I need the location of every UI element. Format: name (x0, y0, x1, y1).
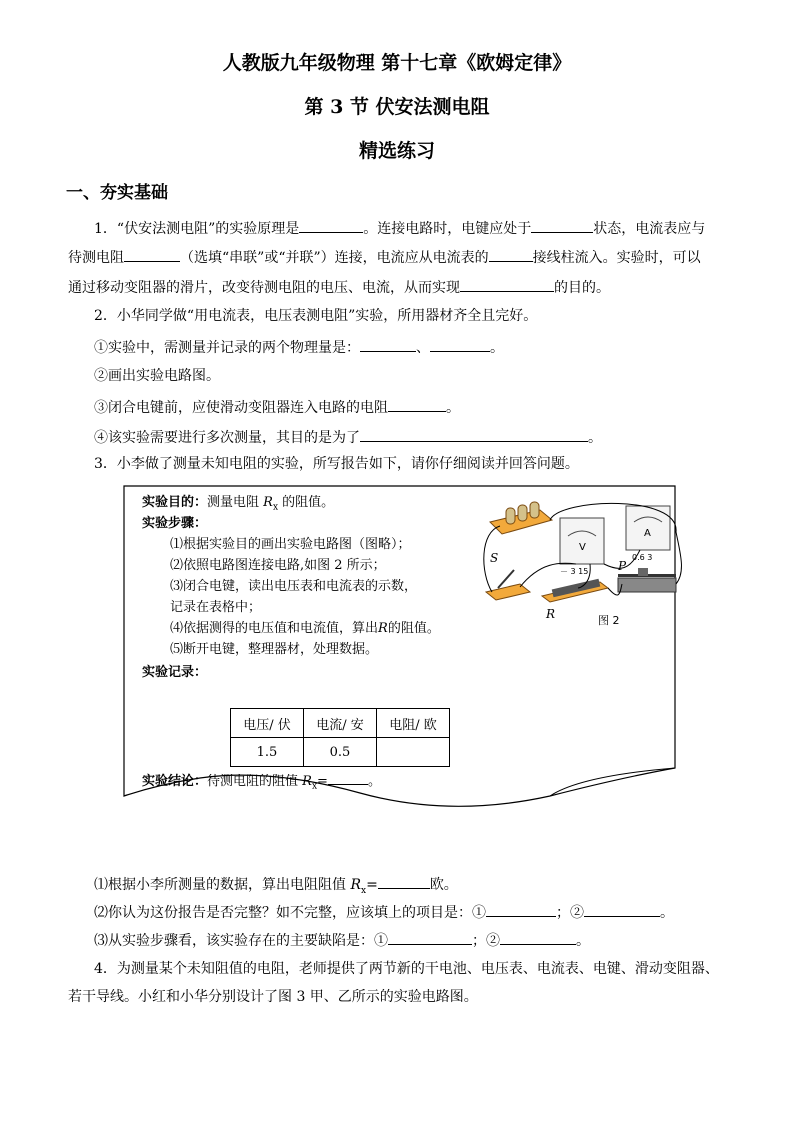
blank[interactable] (430, 337, 490, 352)
resistor-icon (542, 579, 608, 602)
ammeter-terminals: 0.6 3 (632, 553, 653, 562)
report-step4: ⑷依据测得的电压值和电流值，算出R的阻值。 (170, 621, 440, 636)
voltmeter-icon (560, 518, 604, 576)
table-cell: 0.5 (304, 738, 377, 767)
ammeter-icon (626, 506, 670, 562)
blank[interactable] (388, 397, 446, 412)
blank[interactable] (378, 874, 430, 889)
blank[interactable] (328, 772, 368, 785)
blank[interactable] (531, 218, 593, 233)
blank[interactable] (500, 930, 576, 945)
q1-line2: 待测电阻 （选填“串联”或“并联”）连接，电流应从电流表的 接线柱流入。实验时，可以 (68, 247, 701, 267)
report-step3a: ⑶闭合电键，读出电压表和电流表的示数， (170, 579, 418, 594)
q2-sub2: ②画出实验电路图。 (94, 368, 220, 384)
label-R: R (546, 607, 556, 621)
label-P: P (618, 559, 627, 573)
record-table (230, 708, 450, 767)
lab-report-box (120, 478, 680, 813)
blank[interactable] (486, 902, 556, 917)
blank[interactable] (584, 902, 660, 917)
switch-icon (486, 570, 530, 600)
report-step1: ⑴根据实验目的画出实验电路图（图略）； (170, 537, 411, 552)
blank[interactable] (489, 247, 533, 262)
report-conclusion: 实验结论：待测电阻的阻值 $R_x=$ 。 (142, 774, 381, 792)
blank[interactable] (299, 218, 363, 233)
q4-line1: 4．为测量某个未知阻值的电阻，老师提供了两节新的干电池、电压表、电流表、电键、滑动变阻器、 (94, 961, 719, 977)
battery-icon (490, 502, 552, 534)
q2-sub3: ③闭合电键前，应使滑动变阻器连入电路的电阻 。 (94, 397, 460, 417)
blank[interactable] (388, 930, 472, 945)
blank[interactable] (360, 427, 588, 442)
report-steps-label: 实验步骤： (142, 516, 208, 531)
q3-stem: 3．小李做了测量未知电阻的实验，所写报告如下，请你仔细阅读并回答问题。 (94, 456, 579, 472)
blank[interactable] (360, 337, 416, 352)
table-cell[interactable] (377, 738, 450, 767)
report-purpose: 实验目的：测量电阻 $R_x$ 的阻值。 (142, 495, 335, 513)
q4-line2: 若干导线。小红和小华分别设计了图 3 甲、乙所示的实验电路图。 (68, 989, 478, 1005)
report-step5: ⑸断开电键，整理器材，处理数据。 (170, 642, 379, 657)
circuit-figure (480, 492, 690, 642)
voltmeter-label: V (579, 542, 586, 553)
table-header: 电压∕ 伏 (231, 709, 304, 738)
blank[interactable] (460, 277, 554, 292)
figure-caption: 图 2 (598, 614, 620, 627)
report-step2: ⑵依照电路图连接电路,如图 2 所示； (170, 558, 386, 573)
q3-answer1: ⑴根据小李所测量的数据，算出电阻阻值 $R_x=$ 欧。 (94, 874, 458, 900)
section-heading: 一、夯实基础 (66, 183, 168, 203)
voltmeter-terminals: － 3 15 (560, 567, 589, 576)
q1-line3: 通过移动变阻器的滑片，改变待测电阻的电压、电流，从而实现 的目的。 (68, 277, 610, 297)
page-title: 人教版九年级物理 第十七章《欧姆定律》 (222, 52, 572, 74)
report-record-label: 实验记录： (142, 665, 208, 680)
rheostat-icon (618, 568, 676, 592)
q2-stem: 2．小华同学做“用电流表，电压表测电阻”实验，所用器材齐全且完好。 (94, 308, 538, 324)
q1-line1: 1．“伏安法测电阻”的实验原理是 。连接电路时，电键应处于 状态，电流表应与 (94, 218, 705, 238)
table-header: 电流∕ 安 (304, 709, 377, 738)
table-cell: 1.5 (231, 738, 304, 767)
q2-sub4: ④该实验需要进行多次测量，其目的是为了 。 (94, 427, 602, 447)
ammeter-label: A (644, 528, 651, 539)
blank[interactable] (124, 247, 180, 262)
q2-sub1: ①实验中，需测量并记录的两个物理量是： 、 。 (94, 337, 504, 357)
report-step3b: 记录在表格中； (170, 600, 262, 615)
q3-answer3: ⑶从实验步骤看，该实验存在的主要缺陷是：① ；② 。 (94, 930, 590, 950)
table-header: 电阻∕ 欧 (377, 709, 450, 738)
lesson-title: 第 3 节 伏安法测电阻 (304, 96, 490, 118)
q3-answer2: ⑵你认为这份报告是否完整？如不完整，应该填上的项目是：① ；② 。 (94, 902, 674, 922)
practice-title: 精选练习 (358, 140, 435, 162)
label-S: S (490, 551, 499, 565)
